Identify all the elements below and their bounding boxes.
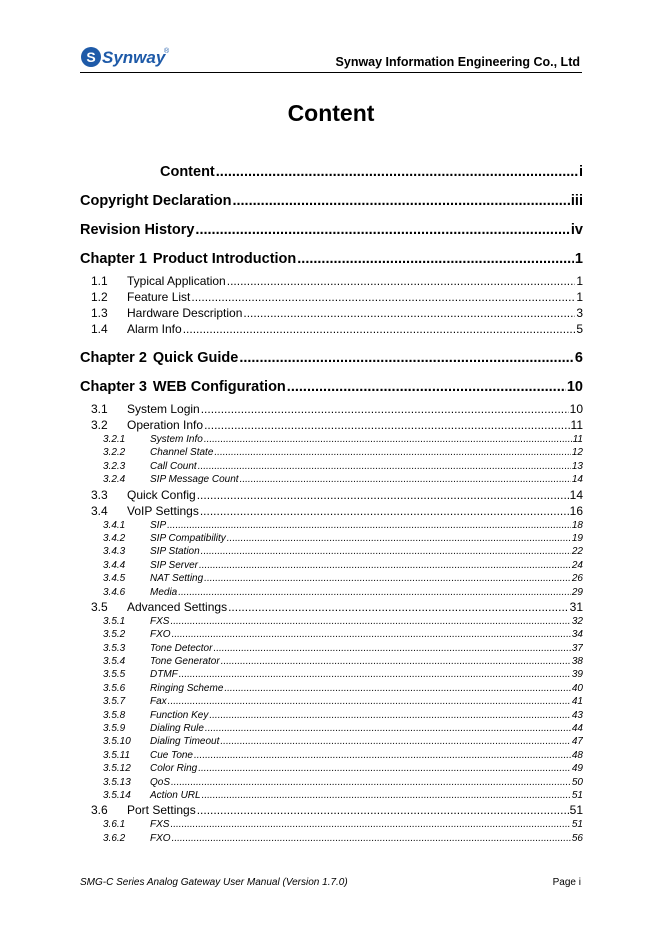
toc-entry-number: 3.4.4 — [103, 559, 126, 571]
toc-entry-number: 3.5.6 — [103, 682, 126, 694]
toc-entry-title: Fax — [150, 696, 167, 708]
toc-entry-number: 3.6.2 — [103, 832, 126, 844]
toc-entry-leader — [183, 322, 576, 336]
toc-entry-page: 47 — [571, 736, 583, 748]
toc-entry-number: 3.5.3 — [103, 642, 126, 654]
toc-entry-leader — [224, 683, 571, 694]
toc-entry-page: 43 — [571, 709, 583, 721]
toc-entry-number: 3.3 — [91, 487, 108, 502]
toc-entry-title: QoS — [150, 776, 171, 788]
toc-entry-leader — [200, 504, 569, 518]
toc-entry-page: 41 — [571, 696, 583, 708]
toc-entry[interactable] — [80, 683, 583, 696]
toc-entry-number: 3.5.7 — [103, 696, 126, 708]
toc-entry[interactable] — [80, 696, 583, 709]
toc-entry-title: Hardware Description — [127, 306, 243, 320]
toc-entry-page: 50 — [571, 776, 583, 788]
toc-entry-title: Tone Detector — [150, 642, 213, 654]
toc-entry-title: Cue Tone — [150, 749, 193, 761]
toc-entry-leader — [171, 777, 571, 788]
table-of-contents — [80, 164, 583, 846]
toc-entry-page: 37 — [571, 642, 583, 654]
toc-entry-title: Function Key — [150, 709, 209, 721]
toc-entry[interactable] — [80, 600, 583, 616]
toc-entry-leader — [227, 274, 576, 288]
toc-entry-leader — [198, 763, 571, 774]
toc-entry[interactable] — [80, 656, 583, 669]
toc-entry-title: Channel State — [150, 447, 214, 459]
toc-entry[interactable] — [80, 488, 583, 504]
toc-entry[interactable] — [80, 520, 583, 533]
toc-entry-number: 3.4.6 — [103, 586, 126, 598]
toc-entry-number: 1.1 — [91, 274, 108, 288]
toc-entry[interactable] — [80, 222, 583, 242]
toc-entry-leader — [232, 193, 569, 209]
toc-entry-page: 12 — [571, 447, 583, 459]
toc-entry-leader — [179, 669, 571, 680]
synway-logo — [80, 44, 200, 70]
toc-entry[interactable] — [80, 290, 583, 306]
toc-entry[interactable] — [80, 402, 583, 418]
toc-entry-title: Copyright Declaration — [80, 193, 232, 209]
toc-entry-leader — [214, 447, 570, 458]
footer-manual-title: SMG-C Series Analog Gateway User Manual (Version 1.7.0) — [80, 877, 348, 888]
toc-entry-number: 1.3 — [91, 306, 108, 320]
toc-entry-number: 1.2 — [91, 290, 108, 304]
toc-entry-leader — [168, 696, 571, 707]
toc-entry-title: SIP Compatibility — [150, 532, 226, 544]
toc-entry-page: 1 — [576, 290, 583, 304]
toc-entry-leader — [204, 434, 572, 445]
toc-entry-title: Advanced Settings — [127, 599, 228, 614]
toc-entry-page: 32 — [571, 615, 583, 627]
svg-text:S: S — [86, 49, 96, 65]
toc-entry[interactable] — [80, 669, 583, 682]
toc-entry-leader — [297, 251, 574, 267]
toc-entry-leader — [170, 819, 570, 830]
toc-entry-title: Revision History — [80, 222, 195, 238]
toc-entry[interactable] — [80, 560, 583, 573]
toc-entry-leader — [243, 306, 575, 320]
toc-entry[interactable] — [80, 546, 583, 559]
footer-page-number: Page i — [552, 877, 581, 888]
toc-entry-number: 3.5.9 — [103, 723, 126, 735]
toc-entry-page: 39 — [571, 669, 583, 681]
toc-entry-page: 22 — [571, 546, 583, 558]
toc-entry-title: Alarm Info — [127, 322, 182, 336]
toc-entry-number: 3.1 — [91, 402, 108, 416]
toc-entry-page: 13 — [571, 460, 583, 472]
toc-entry-title: SIP Server — [150, 559, 198, 571]
toc-entry-title: SIP — [150, 519, 167, 531]
toc-entry-number: 3.5.11 — [103, 749, 131, 761]
toc-entry-number: 3.5.2 — [103, 629, 126, 641]
toc-entry-page: 51 — [571, 819, 583, 831]
company-name: Synway Information Engineering Co., Ltd — [335, 55, 580, 69]
toc-entry-title: NAT Setting — [150, 573, 204, 585]
toc-entry-leader — [198, 461, 571, 472]
toc-entry-number: 3.6 — [91, 803, 108, 818]
toc-entry[interactable] — [80, 447, 583, 460]
toc-entry-title: Color Ring — [150, 763, 198, 775]
toc-entry-page: 34 — [571, 629, 583, 641]
toc-entry-page: 18 — [571, 519, 583, 531]
toc-entry-number: 3.5.14 — [103, 789, 131, 801]
toc-entry-leader — [216, 164, 578, 180]
svg-text:®: ® — [164, 48, 170, 55]
toc-entry-page: 38 — [571, 656, 583, 668]
logo-text: Synway — [102, 48, 166, 67]
page-header — [80, 44, 582, 73]
toc-entry-page: iii — [570, 193, 583, 209]
toc-entry[interactable] — [80, 306, 583, 322]
toc-entry-leader — [220, 736, 570, 747]
toc-entry[interactable] — [80, 833, 583, 846]
toc-entry-leader — [240, 474, 571, 485]
toc-entry[interactable] — [80, 274, 583, 290]
toc-entry-number: 3.4.1 — [103, 519, 126, 531]
toc-entry-page: 1 — [576, 274, 583, 288]
toc-entry-page: 5 — [576, 322, 583, 336]
toc-entry[interactable] — [80, 461, 583, 474]
toc-entry-number: 3.5.8 — [103, 709, 126, 721]
toc-entry-number: 3.4.5 — [103, 573, 126, 585]
toc-entry[interactable] — [80, 533, 583, 546]
toc-entry-title: FXS — [150, 615, 170, 627]
toc-entry-page: 51 — [571, 789, 583, 801]
toc-entry-leader — [204, 573, 571, 584]
toc-entry-number: 3.5.13 — [103, 776, 131, 788]
toc-entry[interactable] — [80, 164, 583, 184]
toc-entry-title: FXS — [150, 819, 170, 831]
toc-entry[interactable] — [80, 474, 583, 487]
toc-entry-leader — [221, 656, 571, 667]
page-title: Content — [287, 100, 375, 126]
toc-entry[interactable] — [80, 723, 583, 736]
toc-entry[interactable] — [80, 643, 583, 656]
toc-entry-page: 16 — [569, 503, 583, 518]
toc-entry-page: 44 — [571, 723, 583, 735]
toc-entry-leader — [172, 629, 571, 640]
toc-entry[interactable] — [80, 777, 583, 790]
toc-entry-leader — [209, 710, 571, 721]
toc-entry-leader — [172, 833, 571, 844]
toc-entry-title: WEB Configuration — [152, 379, 286, 395]
toc-entry[interactable] — [80, 251, 583, 271]
toc-entry-page: i — [578, 164, 583, 180]
toc-entry-title: Media — [150, 586, 178, 598]
toc-entry-number: 3.6.1 — [103, 819, 126, 831]
toc-entry-page: 14 — [569, 487, 583, 502]
toc-entry-leader — [205, 723, 571, 734]
toc-entry-number: 3.5.4 — [103, 656, 126, 668]
toc-entry-leader — [195, 222, 569, 238]
toc-entry-number: 3.5.12 — [103, 763, 131, 775]
toc-entry-page: 19 — [571, 532, 583, 544]
toc-entry-title: Quick Config — [127, 487, 196, 502]
toc-entry-title: VoIP Settings — [127, 503, 199, 518]
toc-entry-title: Port Settings — [127, 803, 196, 818]
toc-entry-page: 1 — [574, 251, 583, 267]
toc-entry-page: 31 — [569, 599, 583, 614]
toc-entry-number: 3.2.3 — [103, 460, 126, 472]
toc-entry-leader — [201, 546, 571, 557]
toc-entry-leader — [197, 803, 569, 817]
toc-entry[interactable] — [80, 790, 583, 803]
toc-entry-leader — [202, 790, 571, 801]
toc-entry-title: Dialing Timeout — [150, 736, 220, 748]
toc-entry-page: 56 — [571, 832, 583, 844]
toc-entry[interactable] — [80, 710, 583, 723]
toc-entry[interactable] — [80, 629, 583, 642]
toc-entry[interactable] — [80, 750, 583, 763]
toc-entry-leader — [167, 520, 571, 531]
toc-entry-number: 3.4.2 — [103, 532, 126, 544]
toc-entry-page: 6 — [574, 350, 583, 366]
toc-entry[interactable] — [80, 504, 583, 520]
toc-entry[interactable] — [80, 736, 583, 749]
toc-entry-page: 14 — [571, 474, 583, 486]
toc-entry-leader — [239, 350, 574, 366]
toc-entry-title: Ringing Scheme — [150, 682, 224, 694]
toc-entry[interactable] — [80, 616, 583, 629]
toc-entry-title: Call Count — [150, 460, 197, 472]
toc-entry-title: Product Introduction — [152, 251, 297, 267]
toc-entry-leader — [199, 560, 571, 571]
toc-entry[interactable] — [80, 418, 583, 434]
toc-entry-leader — [201, 402, 569, 416]
toc-entry[interactable] — [80, 379, 583, 399]
toc-entry-title: System Login — [127, 402, 200, 416]
toc-entry-number: 3.5 — [91, 599, 108, 614]
toc-entry-number: 1.4 — [91, 322, 108, 336]
toc-entry-title: SIP Station — [150, 546, 200, 558]
toc-entry-leader — [287, 379, 566, 395]
toc-entry-title: Feature List — [127, 290, 191, 304]
toc-entry[interactable] — [80, 193, 583, 213]
toc-entry-page: 3 — [576, 306, 583, 320]
toc-entry[interactable] — [80, 350, 583, 370]
toc-entry[interactable] — [80, 587, 583, 600]
toc-entry-leader — [194, 750, 571, 761]
toc-entry-title: SIP Message Count — [150, 474, 239, 486]
toc-entry[interactable] — [80, 322, 583, 338]
toc-entry-number: 3.2 — [91, 418, 108, 432]
toc-entry-title: Operation Info — [127, 418, 204, 432]
toc-entry[interactable] — [80, 434, 583, 447]
toc-entry-leader — [213, 643, 570, 654]
toc-entry-page: 11 — [572, 434, 583, 445]
toc-entry[interactable] — [80, 803, 583, 819]
toc-entry-number: 3.4.3 — [103, 546, 126, 558]
toc-entry-page: 24 — [571, 559, 583, 571]
toc-entry-number: Chapter 2 — [80, 350, 147, 366]
toc-entry-page: 40 — [571, 682, 583, 694]
toc-entry-leader — [227, 533, 571, 544]
toc-entry-number: Chapter 3 — [80, 379, 147, 395]
toc-entry-title: DTMF — [150, 669, 178, 681]
toc-entry-title: FXO — [150, 629, 171, 641]
toc-entry-title: Tone Generator — [150, 656, 220, 668]
toc-entry-page: 10 — [569, 402, 583, 416]
toc-entry-title: FXO — [150, 832, 171, 844]
toc-entry-title: Action URL — [150, 789, 201, 801]
toc-entry-leader — [170, 616, 570, 627]
toc-entry-leader — [197, 488, 569, 502]
toc-entry[interactable] — [80, 573, 583, 586]
toc-entry-page: 26 — [571, 573, 583, 585]
toc-entry-number: Chapter 1 — [80, 251, 147, 267]
toc-entry-title: Quick Guide — [152, 350, 239, 366]
toc-entry-title: Content — [160, 164, 215, 180]
toc-entry-leader — [191, 290, 575, 304]
toc-entry-leader — [178, 587, 571, 598]
toc-entry-number: 3.5.10 — [103, 736, 131, 748]
toc-entry-title: Dialing Rule — [150, 723, 204, 735]
toc-entry-title: Typical Application — [127, 274, 226, 288]
toc-entry-title: System Info — [150, 434, 203, 445]
toc-entry[interactable] — [80, 763, 583, 776]
toc-entry-page: 51 — [569, 803, 583, 818]
toc-entry-page: 11 — [570, 418, 583, 432]
toc-entry-page: iv — [570, 222, 583, 238]
toc-entry-page: 49 — [571, 763, 583, 775]
toc-entry-number: 3.2.4 — [103, 474, 126, 486]
toc-entry-number: 3.4 — [91, 503, 108, 518]
toc-entry-number: 3.2.1 — [103, 434, 126, 445]
toc-entry-number: 3.5.1 — [103, 615, 126, 627]
toc-entry-page: 48 — [571, 749, 583, 761]
toc-entry-page: 10 — [566, 379, 583, 395]
toc-entry-page: 29 — [571, 586, 583, 598]
toc-entry-number: 3.5.5 — [103, 669, 126, 681]
toc-entry-number: 3.2.2 — [103, 447, 126, 459]
toc-entry[interactable] — [80, 819, 583, 832]
toc-entry-leader — [204, 418, 569, 432]
toc-entry-leader — [228, 600, 569, 614]
